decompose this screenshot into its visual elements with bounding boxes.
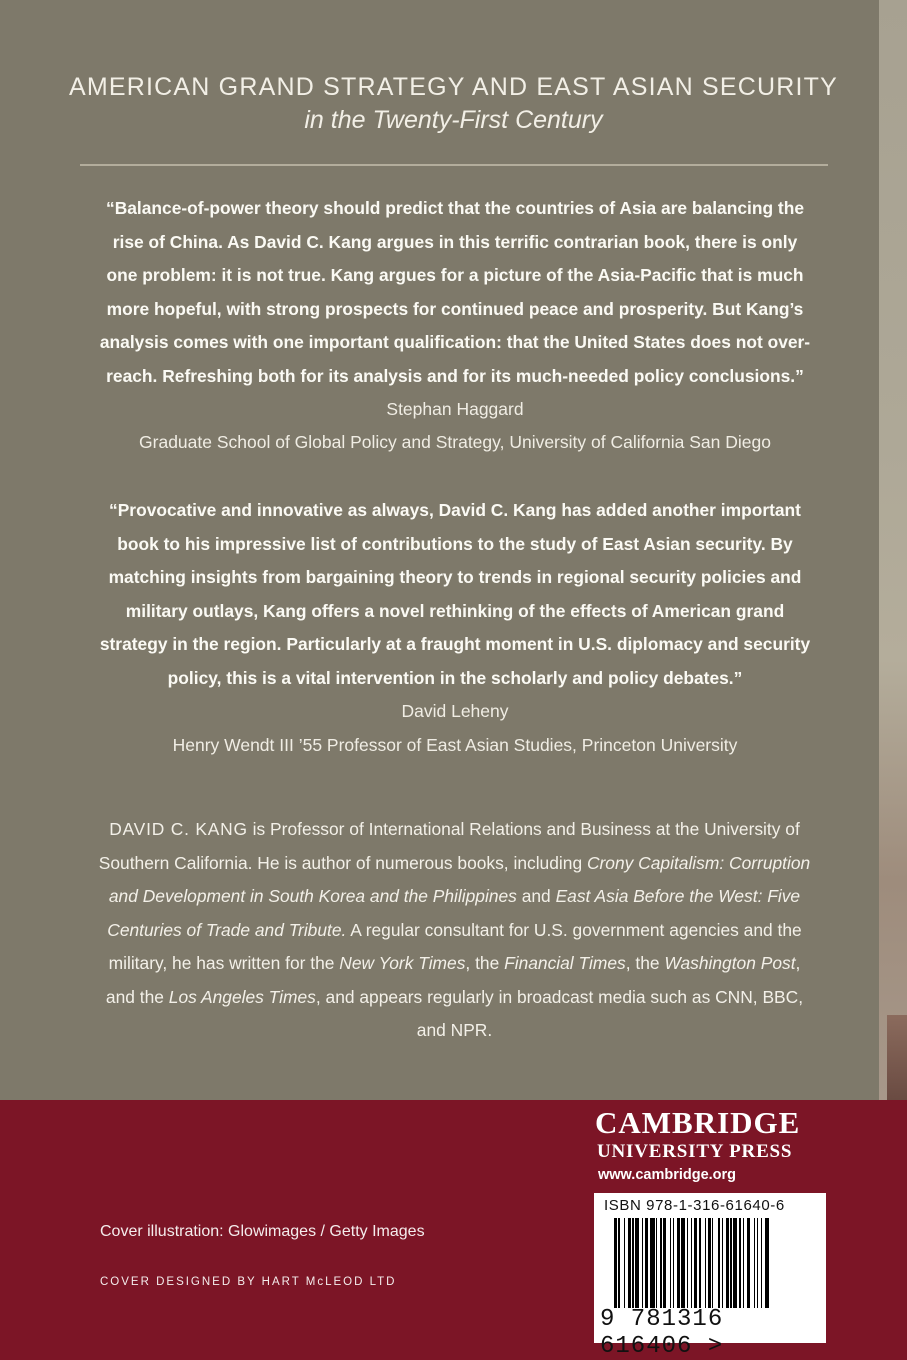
barcode-panel (594, 1193, 826, 1360)
endorsement-2 (80, 494, 830, 695)
endorsement-line: matching insights from bargaining theory to trends in regional security policies and (108, 567, 802, 587)
barcode-bar (677, 1218, 680, 1308)
photo-detail (887, 1015, 907, 1100)
endorsement-1 (80, 192, 830, 393)
barcode-bar (628, 1218, 631, 1308)
bio-text: and (516, 886, 556, 906)
bio-text: is Professor of International Relations and Business at the University of Southern California. He is author of numerous books, including (98, 819, 800, 873)
barcode-bar (642, 1218, 643, 1308)
barcode-bar (687, 1218, 688, 1308)
endorsement-1-affiliation: Graduate School of Global Policy and Strategy, University of California San Diego (139, 432, 771, 452)
ean-digits: 9 781316 616406 > (600, 1306, 724, 1360)
endorsement-line: one problem: it is not true. Kang argues for a picture of the Asia-Pacific that is much (106, 265, 804, 285)
endorsement-line: more hopeful, with strong prospects for continued peace and prosperity. But Kang’s (106, 298, 804, 319)
bio-text: , and appears regularly in broadcast media such as CNN, BBC, and NPR. (315, 986, 804, 1040)
barcode-bar (747, 1218, 750, 1308)
endorsement-line: strategy in the region. Particularly at a fraught moment in U.S. diplomacy and security (99, 634, 811, 654)
endorsement-2-affiliation: Henry Wendt III ’55 Professor of East Asian Studies, Princeton University (172, 735, 738, 755)
divider (80, 164, 828, 166)
endorsement-line: “Provocative and innovative as always, David C. Kang has added another important (109, 500, 801, 520)
barcode-bar (730, 1218, 731, 1308)
barcode-bar (722, 1218, 723, 1308)
barcode-bar (743, 1218, 744, 1308)
barcode-bar (632, 1218, 633, 1308)
barcode-bar (624, 1218, 625, 1308)
cover-photo-edge (879, 0, 907, 1100)
barcode-bar (739, 1218, 742, 1308)
bio-text: , and the (105, 953, 801, 1007)
barcode-bar (705, 1218, 706, 1308)
endorsement-line: book to his impressive list of contributions to the study of East Asian security. By (117, 533, 793, 554)
barcode-bar (761, 1218, 762, 1308)
bio-text: , the (465, 953, 505, 973)
cover-designer-credit: COVER DESIGNED BY HART McLEOD LTD (100, 1276, 397, 1288)
barcode-bar (708, 1218, 711, 1308)
publisher-logo-name: CAMBRIDGE (595, 1105, 801, 1140)
isbn-label: ISBN 978-1-316-61640-6 (604, 1197, 785, 1214)
endorsement-line: policy, this is a vital intervention in the scholarly and policy debates.” (167, 667, 743, 688)
barcode-bar (754, 1218, 755, 1308)
barcode-bar (660, 1218, 661, 1308)
publication: Los Angeles Times (168, 986, 316, 1007)
barcode-bar (673, 1218, 674, 1308)
barcode-bar (670, 1218, 671, 1308)
bio-text: A regular consultant for U.S. government agencies and the military, he has written for the (108, 919, 802, 973)
author-bio (92, 813, 817, 1048)
barcode-bar (663, 1218, 666, 1308)
cover-illustration-credit: Cover illustration: Glowimages / Getty Images (100, 1223, 425, 1240)
publication: Washington Post (664, 953, 796, 973)
barcode-bar (757, 1218, 758, 1308)
bio-text: , the (625, 953, 665, 973)
barcode-bar (718, 1218, 721, 1308)
barcode-bar (614, 1218, 617, 1308)
endorsement-line: military outlays, Kang offers a novel rethinking of the effects of American grand (125, 600, 785, 621)
publication: Financial Times (504, 953, 626, 973)
barcode-bar (691, 1218, 692, 1308)
book-title-1: Crony Capitalism: Corruption and Development in South Korea and the Philippines (108, 852, 811, 906)
barcode-bar (694, 1218, 697, 1308)
barcode-bar (618, 1218, 619, 1308)
endorsement-line: rise of China. As David C. Kang argues in this terrific contrarian book, there is only (112, 231, 798, 252)
barcode-bar (635, 1218, 639, 1308)
barcode-bar (645, 1218, 648, 1308)
barcode-bar (681, 1218, 685, 1308)
barcode-bar (650, 1218, 654, 1308)
author-name: DAVID C. KANG (109, 819, 248, 839)
book-title: AMERICAN GRAND STRATEGY AND EAST ASIAN SECURITY (68, 73, 839, 101)
barcode-bar (656, 1218, 657, 1308)
endorsement-2-author: David Leheny (401, 701, 509, 721)
endorsement-line: reach. Refreshing both for its analysis and for its much-needed policy conclusions.” (106, 365, 804, 386)
book-subtitle: in the Twenty-First Century (304, 106, 603, 134)
endorsement-line: analysis comes with one important qualification: that the United States does not over- (99, 332, 811, 352)
barcode-bar (765, 1218, 769, 1308)
barcode-bars (614, 1218, 810, 1308)
book-title-2: East Asia Before the West: Five Centuries of Trade and Tribute. (107, 886, 801, 940)
barcode-bar (726, 1218, 729, 1308)
publisher-url: www.cambridge.org (598, 1167, 737, 1183)
barcode-bar (733, 1218, 737, 1308)
publisher-logo-press: UNIVERSITY PRESS (597, 1141, 793, 1162)
barcode-bar (712, 1218, 713, 1308)
endorsement-line: “Balance-of-power theory should predict that the countries of Asia are balancing the (106, 198, 804, 218)
publication: New York Times (339, 953, 466, 973)
barcode-bar (699, 1218, 700, 1308)
endorsement-1-author: Stephan Haggard (386, 399, 524, 419)
